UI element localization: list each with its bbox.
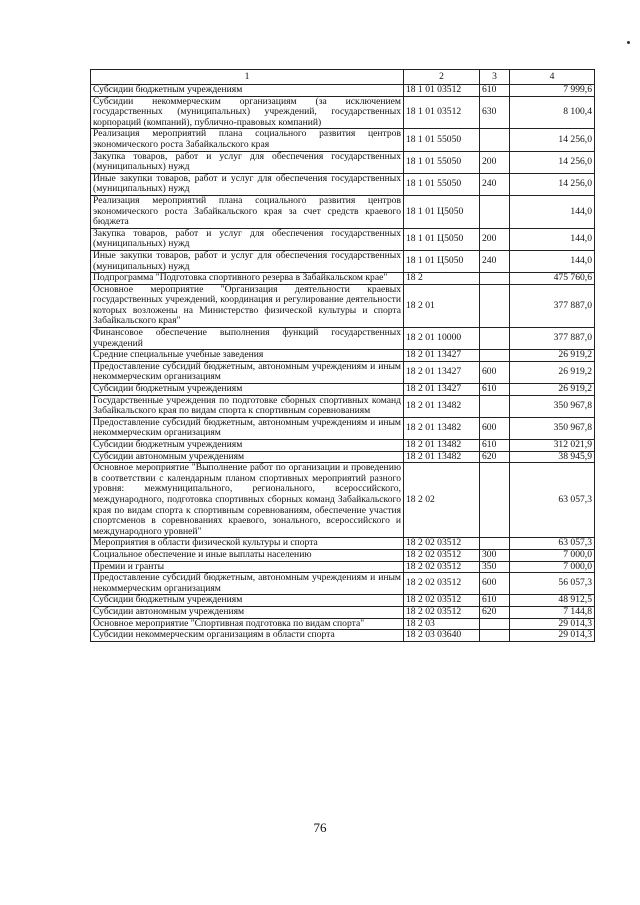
table-row bbox=[91, 573, 595, 595]
row-code-cell: 18 2 02 03512 bbox=[404, 595, 480, 607]
row-name-cell: Субсидии бюджетным учреждениям bbox=[91, 85, 404, 97]
header-col-3: 3 bbox=[480, 70, 510, 85]
row-sum-cell: 29 014,3 bbox=[510, 630, 595, 642]
table-row bbox=[91, 96, 595, 129]
row-name-cell: Предоставление субсидий бюджетным, автономным учреждениям и иным некоммерческим организациям bbox=[91, 361, 404, 383]
row-sum-cell: 144,0 bbox=[510, 250, 595, 272]
row-expense-type-cell: 600 bbox=[480, 573, 510, 595]
row-expense-type-cell: 610 bbox=[480, 85, 510, 97]
row-code-cell: 18 2 01 13427 bbox=[404, 350, 480, 362]
row-code-cell: 18 1 01 Ц5050 bbox=[404, 195, 480, 228]
row-code-cell: 18 1 01 03512 bbox=[404, 85, 480, 97]
row-code-cell: 18 2 02 03512 bbox=[404, 606, 480, 618]
row-name-cell: Предоставление субсидий бюджетным, автономным учреждениям и иным некоммерческим организациям bbox=[91, 573, 404, 595]
row-code-cell: 18 1 01 55050 bbox=[404, 129, 480, 151]
row-code-cell: 18 2 01 10000 bbox=[404, 328, 480, 350]
row-name-cell: Субсидии бюджетным учреждениям bbox=[91, 440, 404, 452]
table-header-row bbox=[91, 70, 595, 85]
row-expense-type-cell: 300 bbox=[480, 549, 510, 561]
row-expense-type-cell bbox=[480, 630, 510, 642]
row-code-cell: 18 2 02 03512 bbox=[404, 538, 480, 550]
row-expense-type-cell: 600 bbox=[480, 417, 510, 439]
row-code-cell: 18 2 01 13427 bbox=[404, 384, 480, 396]
row-code-cell: 18 1 01 Ц5050 bbox=[404, 228, 480, 250]
row-name-cell: Субсидии некоммерческим организациям (за исключением государственных (муниципальных) учреждений, государственных корпораций (компаний), публично-правовых компаний) bbox=[91, 96, 404, 129]
row-sum-cell: 26 919,2 bbox=[510, 384, 595, 396]
row-name-cell: Мероприятия в области физической культуры и спорта bbox=[91, 538, 404, 550]
row-expense-type-cell: 610 bbox=[480, 384, 510, 396]
row-code-cell: 18 1 01 03512 bbox=[404, 96, 480, 129]
row-expense-type-cell bbox=[480, 538, 510, 550]
row-expense-type-cell: 630 bbox=[480, 96, 510, 129]
row-name-cell: Финансовое обеспечение выполнения функций государственных учреждений bbox=[91, 328, 404, 350]
row-expense-type-cell: 200 bbox=[480, 151, 510, 173]
row-sum-cell: 26 919,2 bbox=[510, 350, 595, 362]
row-name-cell: Основное мероприятие "Выполнение работ по организации и проведению в соответствии с календарным планом спортивных мероприятий разного уровня: межмуниципального, регионального, всероссийского, международного, подготовка спортивных сборных команд Забайкальского края по видам спорта к спортивным соревнованиям, обеспечение участия спортсменов в соревнованиях краевого, зонального, всероссийского и международного уровней" bbox=[91, 463, 404, 538]
row-name-cell: Социальное обеспечение и иные выплаты населению bbox=[91, 549, 404, 561]
row-code-cell: 18 2 02 bbox=[404, 463, 480, 538]
row-sum-cell: 7 000,0 bbox=[510, 549, 595, 561]
table-row bbox=[91, 451, 595, 463]
row-name-cell: Иные закупки товаров, работ и услуг для обеспечения государственных (муниципальных) нужд bbox=[91, 250, 404, 272]
table-row bbox=[91, 561, 595, 573]
table-row bbox=[91, 350, 595, 362]
row-expense-type-cell bbox=[480, 129, 510, 151]
row-code-cell: 18 1 01 55050 bbox=[404, 151, 480, 173]
row-name-cell: Закупка товаров, работ и услуг для обеспечения государственных (муниципальных) нужд bbox=[91, 151, 404, 173]
row-sum-cell: 56 057,3 bbox=[510, 573, 595, 595]
row-sum-cell: 14 256,0 bbox=[510, 151, 595, 173]
row-sum-cell: 475 760,6 bbox=[510, 273, 595, 285]
row-sum-cell: 7 999,6 bbox=[510, 85, 595, 97]
row-name-cell: Закупка товаров, работ и услуг для обеспечения государственных (муниципальных) нужд bbox=[91, 228, 404, 250]
table-row bbox=[91, 129, 595, 151]
row-code-cell: 18 2 02 03512 bbox=[404, 573, 480, 595]
row-sum-cell: 144,0 bbox=[510, 228, 595, 250]
row-name-cell: Реализация мероприятий плана социального развития центров экономического роста Забайкальского края bbox=[91, 129, 404, 151]
table-row bbox=[91, 284, 595, 327]
row-name-cell: Субсидии автономным учреждениям bbox=[91, 451, 404, 463]
row-sum-cell: 377 887,0 bbox=[510, 328, 595, 350]
row-code-cell: 18 1 01 Ц5050 bbox=[404, 250, 480, 272]
row-expense-type-cell: 240 bbox=[480, 250, 510, 272]
row-expense-type-cell bbox=[480, 463, 510, 538]
header-col-4: 4 bbox=[510, 70, 595, 85]
row-expense-type-cell: 600 bbox=[480, 361, 510, 383]
row-sum-cell: 8 100,4 bbox=[510, 96, 595, 129]
row-name-cell: Средние специальные учебные заведения bbox=[91, 350, 404, 362]
row-code-cell: 18 2 03 bbox=[404, 618, 480, 630]
row-expense-type-cell bbox=[480, 350, 510, 362]
row-code-cell: 18 1 01 55050 bbox=[404, 173, 480, 195]
row-name-cell: Субсидии автономным учреждениям bbox=[91, 606, 404, 618]
row-expense-type-cell: 240 bbox=[480, 173, 510, 195]
table-row bbox=[91, 618, 595, 630]
table-row bbox=[91, 195, 595, 228]
row-expense-type-cell: 610 bbox=[480, 440, 510, 452]
row-sum-cell: 350 967,8 bbox=[510, 395, 595, 417]
row-sum-cell: 14 256,0 bbox=[510, 129, 595, 151]
row-expense-type-cell bbox=[480, 195, 510, 228]
table-row bbox=[91, 440, 595, 452]
row-expense-type-cell: 610 bbox=[480, 595, 510, 607]
table-row bbox=[91, 606, 595, 618]
row-code-cell: 18 2 01 13482 bbox=[404, 440, 480, 452]
row-code-cell: 18 2 01 bbox=[404, 284, 480, 327]
table-row bbox=[91, 595, 595, 607]
row-expense-type-cell bbox=[480, 395, 510, 417]
row-name-cell: Предоставление субсидий бюджетным, автономным учреждениям и иным некоммерческим организациям bbox=[91, 417, 404, 439]
row-name-cell: Основное мероприятие "Организация деятельности краевых государственных учреждений, координация и регулирование деятельности которых возложены на Министерство физической культуры и спорта Забайкальского края" bbox=[91, 284, 404, 327]
row-name-cell: Подпрограмма "Подготовка спортивного резерва в Забайкальском крае" bbox=[91, 273, 404, 285]
row-code-cell: 18 2 01 13482 bbox=[404, 451, 480, 463]
row-sum-cell: 144,0 bbox=[510, 195, 595, 228]
table-row bbox=[91, 273, 595, 285]
row-expense-type-cell: 620 bbox=[480, 606, 510, 618]
scan-speck bbox=[627, 41, 630, 44]
row-expense-type-cell: 200 bbox=[480, 228, 510, 250]
row-expense-type-cell: 350 bbox=[480, 561, 510, 573]
row-code-cell: 18 2 03 03640 bbox=[404, 630, 480, 642]
table-row bbox=[91, 463, 595, 538]
row-sum-cell: 377 887,0 bbox=[510, 284, 595, 327]
table-row bbox=[91, 549, 595, 561]
table-row bbox=[91, 384, 595, 396]
row-name-cell: Государственные учреждения по подготовке сборных спортивных команд Забайкальского края по видам спорта к спортивным соревнованиям bbox=[91, 395, 404, 417]
row-sum-cell: 29 014,3 bbox=[510, 618, 595, 630]
row-sum-cell: 38 945,9 bbox=[510, 451, 595, 463]
table-row bbox=[91, 395, 595, 417]
table-row bbox=[91, 630, 595, 642]
row-name-cell: Премии и гранты bbox=[91, 561, 404, 573]
row-code-cell: 18 2 bbox=[404, 273, 480, 285]
header-col-2: 2 bbox=[404, 70, 480, 85]
table-row bbox=[91, 538, 595, 550]
row-name-cell: Субсидии бюджетным учреждениям bbox=[91, 384, 404, 396]
table-row bbox=[91, 417, 595, 439]
header-col-1: 1 bbox=[91, 70, 404, 85]
row-expense-type-cell bbox=[480, 273, 510, 285]
row-expense-type-cell bbox=[480, 284, 510, 327]
table-row bbox=[91, 151, 595, 173]
row-sum-cell: 14 256,0 bbox=[510, 173, 595, 195]
budget-table bbox=[90, 69, 595, 642]
row-code-cell: 18 2 01 13427 bbox=[404, 361, 480, 383]
row-code-cell: 18 2 01 13482 bbox=[404, 395, 480, 417]
row-code-cell: 18 2 01 13482 bbox=[404, 417, 480, 439]
row-expense-type-cell bbox=[480, 618, 510, 630]
row-sum-cell: 63 057,3 bbox=[510, 463, 595, 538]
row-name-cell: Иные закупки товаров, работ и услуг для обеспечения государственных (муниципальных) нужд bbox=[91, 173, 404, 195]
table-row bbox=[91, 361, 595, 383]
row-name-cell: Субсидии некоммерческим организациям в области спорта bbox=[91, 630, 404, 642]
table-row bbox=[91, 173, 595, 195]
row-expense-type-cell: 620 bbox=[480, 451, 510, 463]
row-sum-cell: 63 057,3 bbox=[510, 538, 595, 550]
row-sum-cell: 312 021,9 bbox=[510, 440, 595, 452]
page-number: 76 bbox=[313, 820, 327, 835]
table-row bbox=[91, 250, 595, 272]
row-sum-cell: 48 912,5 bbox=[510, 595, 595, 607]
row-name-cell: Основное мероприятие "Спортивная подготовка по видам спорта" bbox=[91, 618, 404, 630]
row-name-cell: Субсидии бюджетным учреждениям bbox=[91, 595, 404, 607]
row-name-cell: Реализация мероприятий плана социального развития центров экономического роста Забайкальского края за счет средств краевого бюджета bbox=[91, 195, 404, 228]
table-row bbox=[91, 228, 595, 250]
row-sum-cell: 7 144,8 bbox=[510, 606, 595, 618]
row-sum-cell: 350 967,8 bbox=[510, 417, 595, 439]
table-row bbox=[91, 328, 595, 350]
row-code-cell: 18 2 02 03512 bbox=[404, 549, 480, 561]
row-sum-cell: 26 919,2 bbox=[510, 361, 595, 383]
table-row bbox=[91, 85, 595, 97]
row-expense-type-cell bbox=[480, 328, 510, 350]
row-sum-cell: 7 000,0 bbox=[510, 561, 595, 573]
row-code-cell: 18 2 02 03512 bbox=[404, 561, 480, 573]
